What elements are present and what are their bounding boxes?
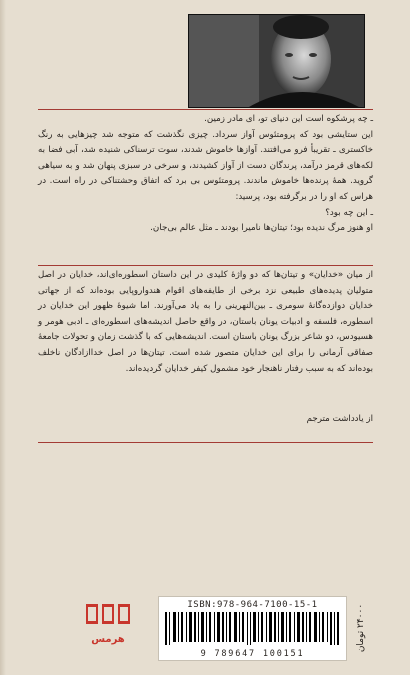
barcode — [165, 612, 340, 645]
divider-middle — [38, 265, 373, 266]
translator-note-label: از یادداشت مترجم — [306, 414, 373, 424]
translator-passage — [38, 268, 373, 377]
excerpt-passage — [38, 112, 373, 237]
excerpt-line-1: ـ چه پرشکوه است این دنیای تو، ای مادر زمین. — [204, 114, 373, 124]
divider-top — [38, 109, 373, 110]
excerpt-line-3: ـ این چه بود؟ — [325, 207, 373, 218]
author-photo — [188, 14, 365, 108]
barcode-box — [158, 596, 347, 661]
excerpt-line-4: او هنوز مرگ ندیده بود؛ تیتان‌ها نامیرا بودند ـ مثل عالم بی‌جان. — [150, 223, 373, 234]
price-text: ۲۴۰۰۰ تومان — [356, 603, 367, 653]
translator-paragraph: از میان «خدایان» و تیتان‌ها که دو واژهٔ کلیدی در این داستان اسطوره‌ای‌اند، خدایان در اصل متولیان پدیده‌های طبیعی نزد برخی از طایفه‌های اقوام هندواروپایی بوده‌اند که از جهاتی خدایان دوازده‌گانهٔ سومری ـ بین‌النهرینی را به یاد می‌آورند. اما شیوهٔ ظهور این خدایان در اسطوره، فلسفه و ادبیات یونان باستان، در واقع حاصل اندیشه‌های اسطوره‌ای ـ ادبی هومر و هسیودس، دو شاعر بزرگ یونان باستان است. اندیشه‌هایی که با گذشت زمان و تحولات جامعهٔ صفاقی آرمانی را برای این خدایان متصور شده است. تیتان‌ها در اصل خداازادگان ناخلف بوده‌اند که به سبب رفتار ناهنجار خود مشمول کیفر خدایان گردیده‌اند. — [38, 270, 373, 374]
excerpt-paragraph: این ستایشی بود که پرومتئوس آواز سرداد. چیزی نگذشت که متوجه شد چیزهایی به رنگ خاکستری ـ تقریبأ فرو می‌افتند. آوازها خاموش شدند، سوت ترسناکی شنیده شد، آبی فضا به لکه‌های قرمز درآمد، پرندگان دست از آواز کشیدند، و سرخی در سبزی پنهان شد و به سیاهی گروید. همهٔ پرنده‌ها خاموش ماندند. پرومتئوس بی برد که اتفاق وحشتناکی در راه است. در هراس که او را در برگرفته بود، پرسید: — [38, 129, 373, 202]
price-label — [350, 598, 372, 658]
publisher-logo — [80, 598, 140, 658]
publisher-logo-text: هرمس — [91, 634, 125, 645]
isbn-text: ISBN:978-964-7100-15-1 — [187, 600, 318, 610]
barcode-number: 9 789647 100151 — [200, 649, 305, 659]
divider-bottom — [38, 442, 373, 443]
spine-shadow — [0, 0, 6, 675]
